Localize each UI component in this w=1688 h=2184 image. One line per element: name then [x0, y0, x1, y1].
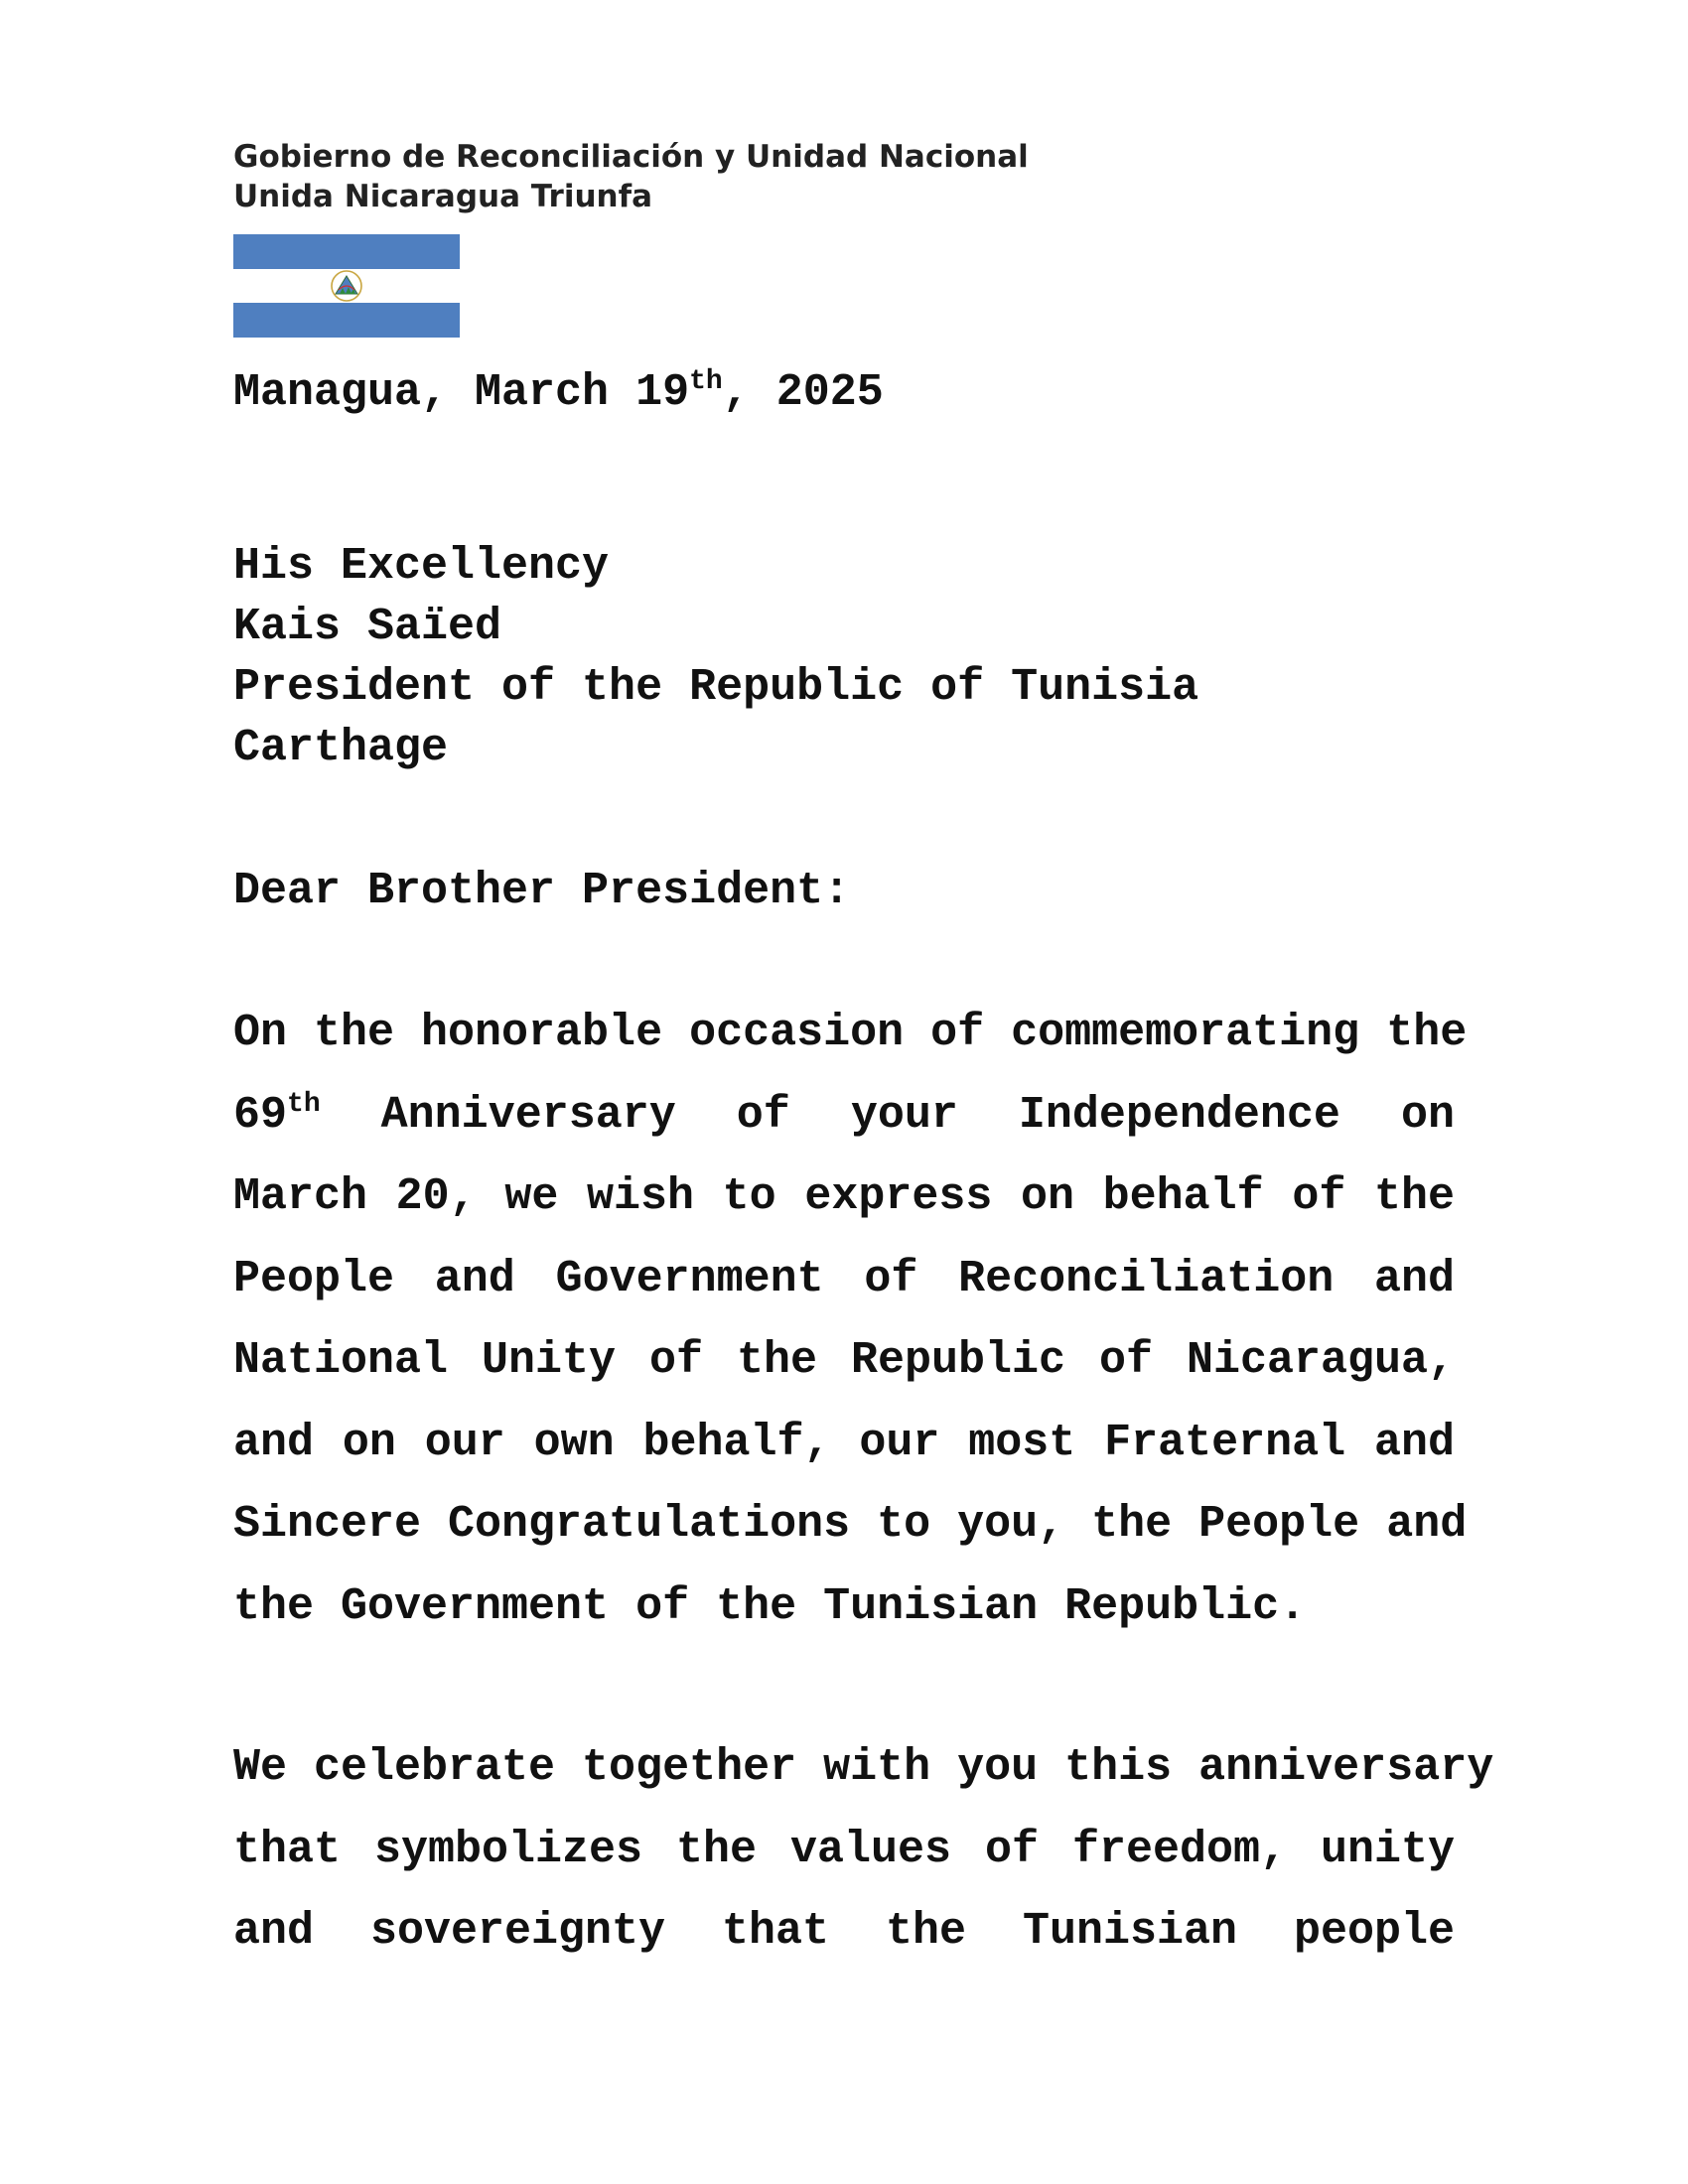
paragraph-line: People and Government of Reconciliation and	[233, 1253, 1455, 1304]
paragraph-line: and on our own behalf, our most Fraternal and	[233, 1417, 1455, 1468]
paragraph-line: We celebrate together with you this anniversary	[233, 1742, 1494, 1793]
letter-date	[233, 367, 884, 418]
recipient-address	[233, 536, 1198, 778]
flag-top-band	[233, 234, 460, 269]
nicaragua-flag	[233, 234, 460, 338]
anniversary-number: 69	[233, 1089, 288, 1141]
paragraph-line: March 20, we wish to express on behalf of the	[233, 1171, 1455, 1222]
paragraph-line: and sovereignty that the Tunisian people	[233, 1906, 1455, 1957]
date-text: Managua, March 19	[233, 367, 690, 418]
letterhead-government-name: Gobierno de Reconciliación y Unidad Nacional	[233, 139, 1029, 175]
date-year: , 2025	[722, 367, 884, 418]
letterhead-slogan: Unida Nicaragua Triunfa	[233, 179, 653, 214]
date-ordinal-suffix: th	[689, 366, 723, 397]
anniversary-ordinal-suffix: th	[287, 1088, 321, 1120]
recipient-name: Kais Saïed	[233, 602, 502, 652]
paragraph-line: Sincere Congratulations to you, the People and	[233, 1499, 1468, 1550]
flag-bottom-band	[233, 303, 460, 338]
nicaragua-coat-of-arms-icon	[325, 269, 368, 303]
recipient-title: His Excellency	[233, 541, 610, 592]
letterhead	[233, 137, 1029, 216]
recipient-position: President of the Republic of Tunisia	[233, 662, 1199, 713]
paragraph-line: National Unity of the Republic of Nicaragua,	[233, 1335, 1455, 1386]
paragraph-line	[233, 1075, 1455, 1158]
salutation: Dear Brother President:	[233, 866, 851, 916]
recipient-location: Carthage	[233, 723, 449, 773]
body-paragraph-1	[233, 993, 1468, 1648]
anniversary-text: Anniversary of your Independence on	[380, 1089, 1455, 1141]
body-paragraph-2	[233, 1727, 1494, 1974]
paragraph-line: On the honorable occasion of commemorating the	[233, 1008, 1468, 1058]
paragraph-line: the Government of the Tunisian Republic.	[233, 1580, 1307, 1632]
paragraph-line: that symbolizes the values of freedom, unity	[233, 1824, 1455, 1875]
